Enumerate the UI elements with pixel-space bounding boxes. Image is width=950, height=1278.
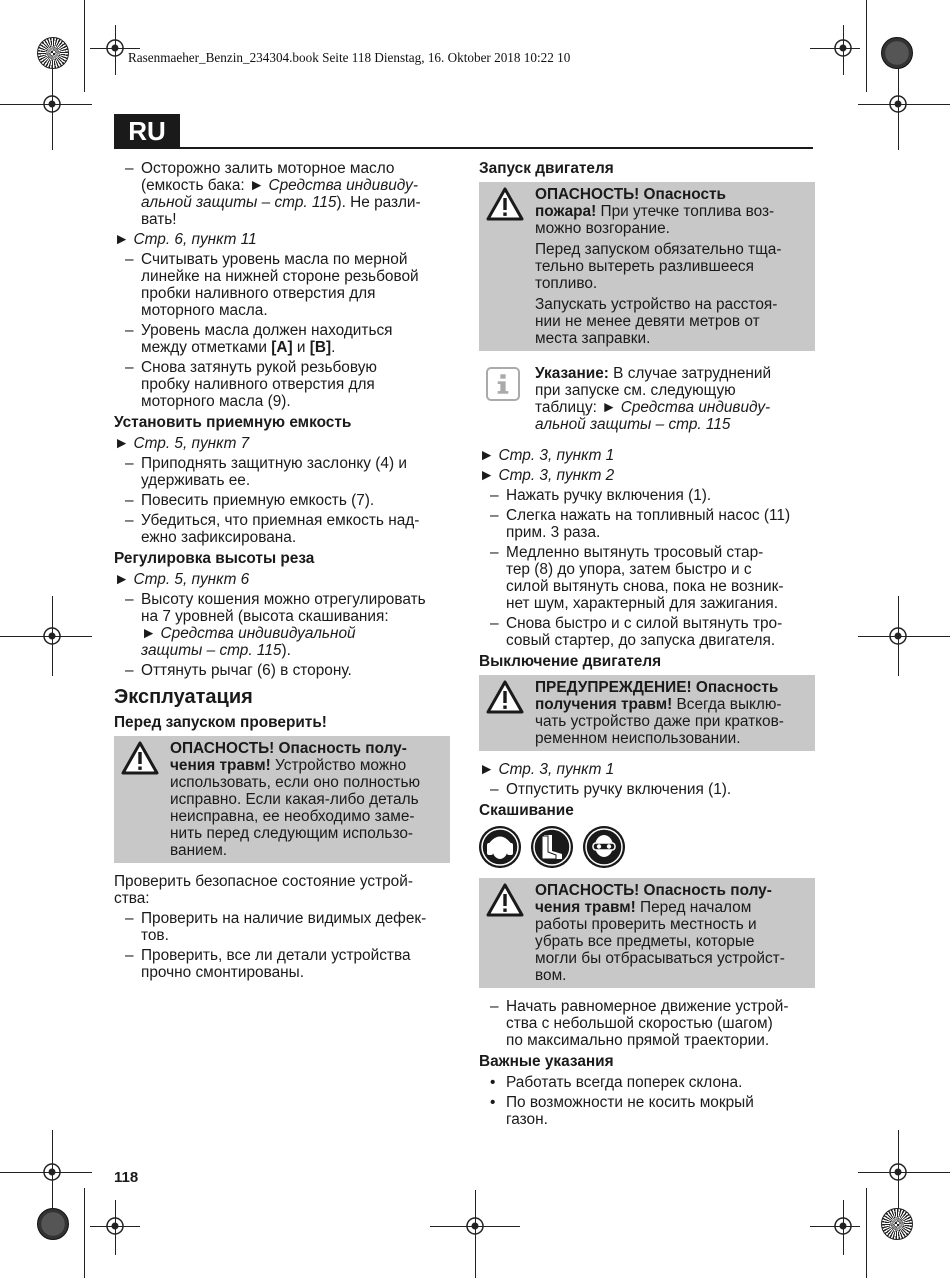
list-item: – Оттянуть рычаг (6) в сторону. (125, 662, 352, 679)
registration-mark-icon (41, 93, 63, 115)
danger-box: ОПАСНОСТЬ! Опасность полу- чения травм! Перед началом работы проверить местность и убрать все предметы, которые могли бы отбрасываться устройст- вом. (479, 878, 815, 988)
registration-mark-icon (887, 1161, 909, 1183)
section-heading: Запуск двигателя (479, 160, 614, 177)
color-target-icon (881, 37, 913, 69)
ppe-icons (479, 826, 815, 868)
paragraph: Проверить безопасное состояние устрой- ства: (114, 873, 413, 907)
section-heading: Перед запуском проверить! (114, 714, 327, 731)
color-target-icon (37, 37, 69, 69)
registration-mark-icon (104, 1215, 126, 1237)
section-heading: Выключение двигателя (479, 653, 662, 670)
section-heading: Установить приемную емкость (114, 414, 352, 431)
color-target-icon (881, 1208, 913, 1240)
list-item: – Высоту кошения можно отрегулировать на 7 уровней (высота скашивания: ► Средства индивидуальной защиты – стр. 115). (125, 591, 426, 659)
figure-reference: ► Стр. 3, пункт 2 (479, 467, 615, 484)
list-item: • По возможности не косить мокрый газон. (490, 1094, 754, 1128)
print-header: Rasenmaeher_Benzin_234304.book Seite 118 Dienstag, 16. Oktober 2018 10:22 10 (128, 50, 571, 65)
registration-mark-icon (104, 37, 126, 59)
registration-mark-icon (887, 625, 909, 647)
list-item: – Слегка нажать на топливный насос (11) прим. 3 раза. (490, 507, 791, 541)
list-item: – Снова быстро и с силой вытянуть тро- совый стартер, до запуска двигателя. (490, 615, 783, 649)
figure-reference: ► Стр. 6, пункт 11 (114, 231, 257, 248)
figure-reference: ► Стр. 3, пункт 1 (479, 447, 615, 464)
list-item: – Осторожно залить моторное масло (емкость бака: ► Средства индивиду- альной защиты – стр. 115). Не разли- вать! (125, 160, 421, 228)
list-item: – Медленно вытянуть тросовый стар- тер (8) до упора, затем быстро и с силой вытянуть снова, пока не возник- нет шум, характерный для зажигания. (490, 544, 784, 612)
danger-box: ОПАСНОСТЬ! Опасность пожара! При утечке топлива воз- можно возгорание. Перед запуском обязательно тща- тельно вытереть разлившееся топливо. Запускать устройство на расстоя- нии не менее девяти метров от места заправки. (479, 182, 815, 351)
registration-mark-icon (832, 37, 854, 59)
note-box: Указание: В случае затруднений при запуске см. следующую таблицу: ► Средства индивиду- альной защиты – стр. 115 (479, 361, 815, 437)
ear-protection-icon (479, 826, 521, 868)
safety-goggles-icon (583, 826, 625, 868)
registration-mark-icon (832, 1215, 854, 1237)
list-item: – Проверить на наличие видимых дефек- тов. (125, 910, 427, 944)
list-item: – Приподнять защитную заслонку (4) и удерживать ее. (125, 455, 407, 489)
registration-mark-icon (41, 1161, 63, 1183)
page-number: 118 (114, 1169, 139, 1186)
figure-reference: ► Стр. 5, пункт 7 (114, 435, 250, 452)
list-item: – Считывать уровень масла по мерной линейке на нижней стороне резьбовой пробки наливного отверстия для моторного масла. (125, 251, 419, 319)
list-item: – Убедиться, что приемная емкость над- ежно зафиксирована. (125, 512, 420, 546)
list-item: – Нажать ручку включения (1). (490, 487, 712, 504)
list-item: – Повесить приемную емкость (7). (125, 492, 375, 509)
list-item: – Снова затянуть рукой резьбовую пробку наливного отверстия для моторного масла (9). (125, 359, 377, 410)
section-heading: Важные указания (479, 1053, 614, 1070)
warning-triangle-icon (486, 680, 524, 714)
header-rule (114, 147, 813, 149)
chapter-heading: Эксплуатация (114, 686, 253, 708)
list-item: • Работать всегда поперек склона. (490, 1074, 743, 1091)
figure-reference: ► Стр. 5, пункт 6 (114, 571, 250, 588)
info-icon (486, 367, 520, 401)
safety-boots-icon (531, 826, 573, 868)
figure-reference: ► Стр. 3, пункт 1 (479, 761, 615, 778)
section-heading: Скашивание (479, 802, 574, 819)
color-target-icon (37, 1208, 69, 1240)
registration-mark-icon (464, 1215, 486, 1237)
warning-triangle-icon (486, 883, 524, 917)
danger-box: ОПАСНОСТЬ! Опасность полу- чения травм! Устройство можно использовать, если оно полностью исправно. Если какая-либо деталь неисправна, ее необходимо заме- нить перед следующим использо- ванием. (114, 736, 450, 863)
left-column (114, 160, 450, 984)
section-heading: Регулировка высоты реза (114, 550, 315, 567)
list-item: – Начать равномерное движение устрой- ства с небольшой скоростью (шагом) по максимально прямой траектории. (490, 998, 789, 1049)
warning-box: ПРЕДУПРЕЖДЕНИЕ! Опасность получения травм! Всегда выклю- чать устройство даже при кратков- ременном неиспользовании. (479, 675, 815, 751)
registration-mark-icon (887, 93, 909, 115)
registration-mark-icon (41, 625, 63, 647)
list-item: – Отпустить ручку включения (1). (490, 781, 732, 798)
right-column (479, 160, 815, 1131)
list-item: – Проверить, все ли детали устройства прочно смонтированы. (125, 947, 411, 981)
language-tab: RU (114, 114, 180, 148)
warning-triangle-icon (486, 187, 524, 221)
warning-triangle-icon (121, 741, 159, 775)
list-item: – Уровень масла должен находиться между отметками [A] и [B]. (125, 322, 393, 356)
